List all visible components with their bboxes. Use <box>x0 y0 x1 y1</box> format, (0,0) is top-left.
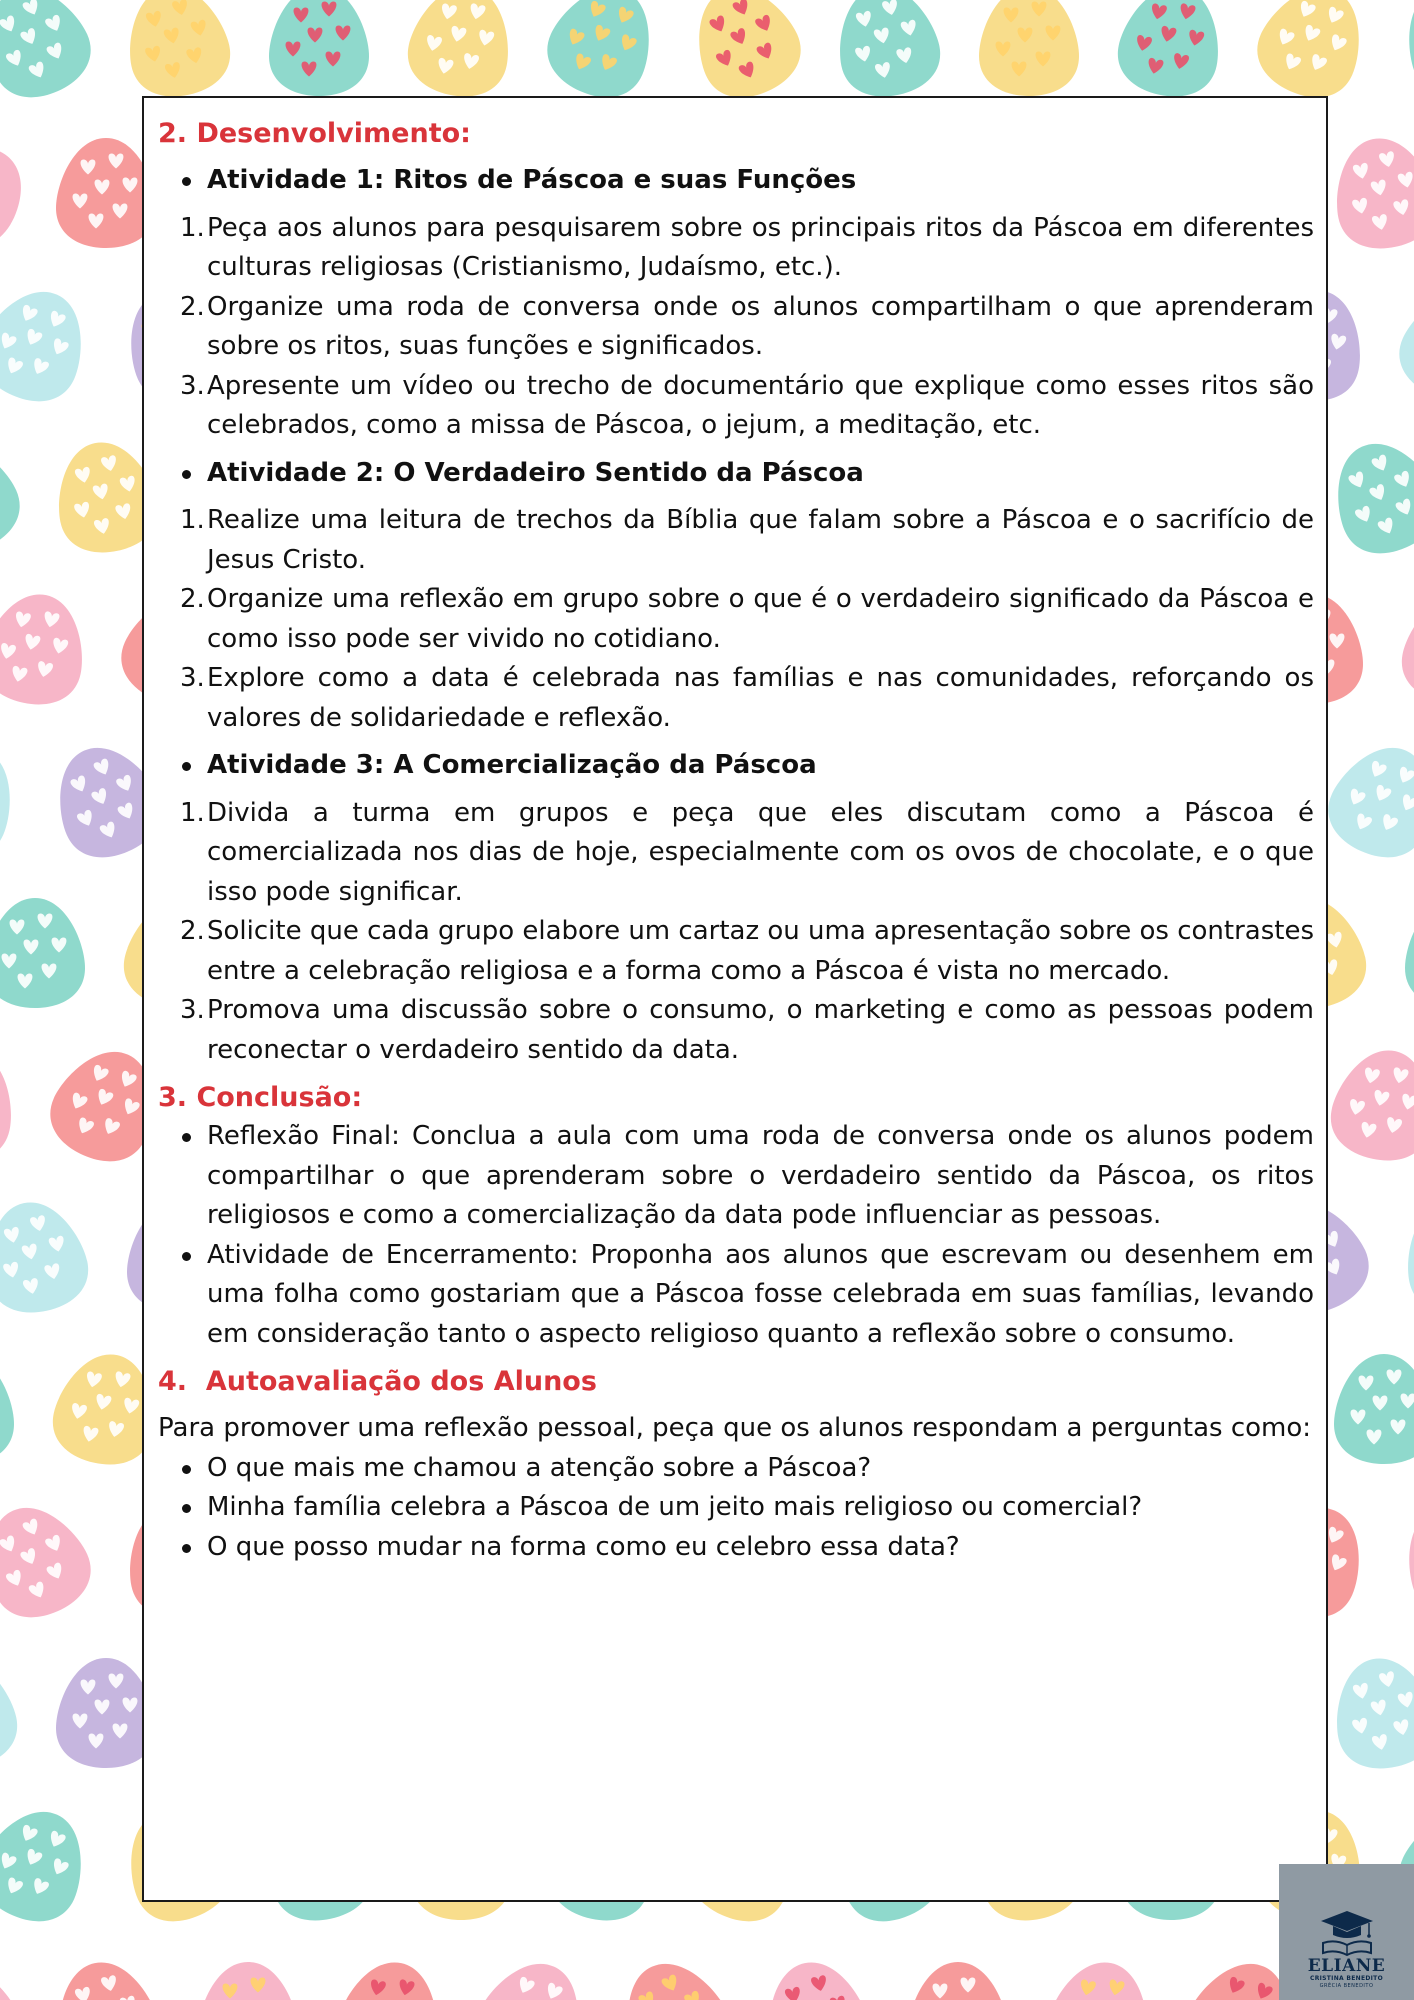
easter-egg <box>198 1962 298 2000</box>
easter-egg <box>1316 730 1414 871</box>
easter-egg <box>1395 1193 1414 1321</box>
easter-egg <box>0 1041 24 1169</box>
question-list <box>158 1449 1314 1568</box>
easter-egg <box>0 898 85 1008</box>
easter-egg <box>0 1649 25 1777</box>
activity-2-steps <box>158 501 1314 738</box>
easter-egg <box>0 585 95 713</box>
easter-egg <box>329 1953 450 2000</box>
easter-egg <box>0 128 33 257</box>
easter-egg <box>1245 0 1381 111</box>
list-item: Atividade de Encerramento: Proponha aos alunos que escrevam ou desenhem em uma folha como gostariam que a Páscoa fosse celebrada em suas famílias, levando em consideração tanto o aspecto religioso quanto a reflexão sobre o consumo. <box>158 1236 1314 1355</box>
easter-egg <box>1387 1490 1414 1631</box>
easter-egg <box>464 1946 600 2000</box>
activity-3-steps <box>158 794 1314 1071</box>
activity-3 <box>158 746 1314 786</box>
easter-egg <box>908 1962 1008 2000</box>
easter-egg <box>827 0 948 105</box>
easter-egg <box>0 1490 103 1631</box>
section-title-autoavaliacao: 4. Autoavaliação dos Alunos <box>158 1366 597 1397</box>
list-item: 1. Realize uma leitura de trechos da Bíblia que falam sobre a Páscoa e o sacrifício de Jesus Cristo. <box>180 505 1314 575</box>
list-item: 1. Peça aos alunos para pesquisarem sobre os principais ritos da Páscoa em diferentes culturas religiosas (Cristianismo, Judaísmo, etc.). <box>180 212 1314 282</box>
easter-egg <box>1387 0 1414 111</box>
easter-egg <box>56 1658 156 1768</box>
section-title-conclusao: 3. Conclusão: <box>158 1082 363 1113</box>
easter-egg <box>1387 274 1414 415</box>
list-item: 2. Organize uma roda de conversa onde os alunos compartilham o que aprenderam sobre os ritos, suas funções e significados. <box>180 291 1314 361</box>
author-logo <box>1279 1864 1414 2000</box>
easter-egg <box>1323 1041 1414 1169</box>
easter-egg <box>677 0 813 111</box>
graduation-cap-book-icon <box>1317 1907 1377 1957</box>
easter-egg <box>1324 1649 1414 1777</box>
easter-egg <box>0 274 103 415</box>
list-item: 3. Explore como a data é celebrada nas famílias e nas comunidades, reforçando os valores de solidariedade e reflexão. <box>180 663 1314 733</box>
activity-title: Atividade 2: O Verdadeiro Sentido da Páscoa <box>158 454 1314 494</box>
list-item: Reflexão Final: Conclua a aula com uma roda de conversa onde os alunos podem compartilhar o que aprenderam sobre o verdadeiro sentido da Páscoa, os ritos religiosos e como a comercialização da data pode influenciar as pessoas. <box>158 1117 1314 1236</box>
list-item: 2. Solicite que cada grupo elabore um cartaz ou uma apresentação sobre os contrastes entre a celebração religiosa e a forma como a Páscoa é vista no mercado. <box>180 916 1314 986</box>
logo-name: ELIANE <box>1307 1956 1386 1976</box>
easter-egg <box>1405 898 1414 1008</box>
activity-1-steps <box>158 209 1314 446</box>
easter-egg <box>535 0 671 111</box>
list-item: 3. Apresente um vídeo ou trecho de documentário que explique como esses ritos são celebrados, como a missa de Páscoa, o jejum, a meditação, etc. <box>180 370 1314 440</box>
easter-egg <box>0 1354 14 1464</box>
easter-egg <box>756 1953 877 2000</box>
activity-title: Atividade 3: A Comercialização da Páscoa <box>158 746 1314 786</box>
easter-egg <box>0 1946 32 2000</box>
list-item: 2. Organize uma reflexão em grupo sobre o que é o verdadeiro significado da Páscoa e como isso pode ser vivido no cotidiano. <box>180 584 1314 654</box>
logo-subtitle-2: GRÉCIA BENEDITO <box>1319 1983 1374 1989</box>
easter-egg <box>1334 1354 1414 1464</box>
easter-egg <box>56 138 156 248</box>
easter-egg <box>400 0 521 105</box>
activity-2 <box>158 454 1314 494</box>
conclusion-list <box>158 1117 1314 1354</box>
easter-egg <box>1316 426 1414 567</box>
easter-egg <box>1110 0 1231 105</box>
easter-egg <box>46 1953 167 2000</box>
easter-egg <box>1039 1953 1160 2000</box>
easter-egg <box>0 1193 96 1321</box>
activity-1 <box>158 161 1314 201</box>
list-item: 1. Divida a turma em grupos e peça que eles discutam como a Páscoa é comercializada nos dias de hoje, especialmente com os ovos de chocolate, e o que isso pode significar. <box>180 797 1314 907</box>
list-item: O que posso mudar na forma como eu celebro essa data? <box>158 1528 1314 1568</box>
section-title-desenvolvimento: 2. Desenvolvimento: <box>158 118 471 149</box>
document-content <box>158 114 1314 1567</box>
easter-egg <box>979 0 1079 96</box>
activity-title: Atividade 1: Ritos de Páscoa e suas Funções <box>158 161 1314 201</box>
easter-egg <box>0 1794 103 1935</box>
list-item: 3. Promova uma discussão sobre o consumo, o marketing e como as pessoas podem reconectar o verdadeiro sentido da data. <box>180 995 1314 1065</box>
list-item: Minha família celebra a Páscoa de um jeito mais religioso ou comercial? <box>158 1488 1314 1528</box>
easter-egg <box>269 0 369 96</box>
list-item: O que mais me chamou a atenção sobre a Páscoa? <box>158 1449 1314 1489</box>
autoavaliacao-intro: Para promover uma reflexão pessoal, peça que os alunos respondam a perguntas como: <box>158 1413 1312 1443</box>
logo-subtitle: CRISTINA BENEDITO <box>1310 1975 1383 1982</box>
easter-egg <box>1324 129 1414 257</box>
easter-egg <box>606 1946 742 2000</box>
easter-egg <box>0 426 32 567</box>
easter-egg <box>117 0 238 105</box>
easter-egg <box>0 0 103 111</box>
easter-egg <box>0 730 32 871</box>
easter-egg <box>1394 585 1414 713</box>
